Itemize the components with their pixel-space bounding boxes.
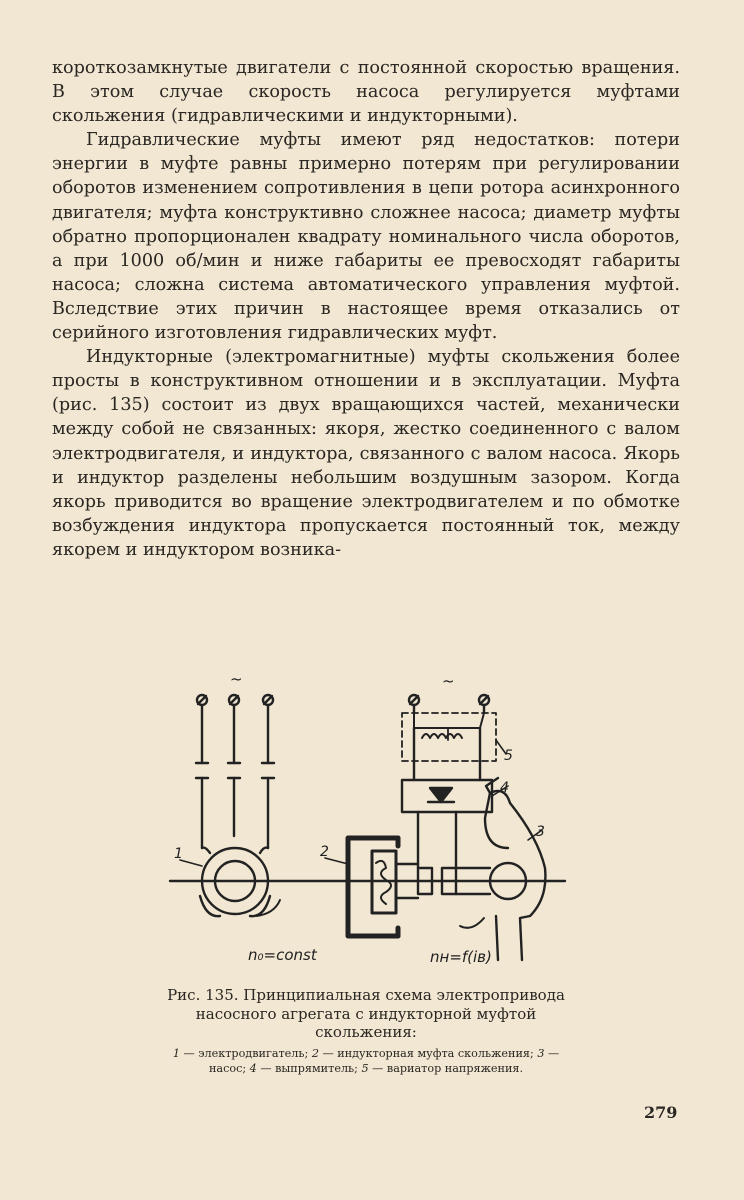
label-4: 4 <box>500 780 509 796</box>
legend-text: — вариатор напряжения. <box>368 1061 524 1075</box>
legend-text: — электродвигатель; <box>179 1047 312 1060</box>
n0-const-label: n₀=const <box>248 946 317 964</box>
paragraph: Гидравлические муфты имеют ряд недостатков: потери энергии в муфте равны примерно потерям при регулировании оборотов изменением сопротивления в цепи ротора асинхронного двигателя; муфта конструктивно сложнее насоса; диаметр муфты обратно пропорционален квадрату номинального числа оборотов, а при 1000 об/мин и ниже габариты ее превосходят габариты насоса; сложна система автоматического управления муфтой. Вследствие этих причин в настоящее время отказались от серийного изготовления гидравлических муфт. <box>52 130 680 344</box>
figure-135 <box>160 668 580 986</box>
motor-supply-terminals <box>196 695 274 848</box>
legend-text: — выпрямитель; <box>256 1061 362 1075</box>
legend-num: 1 <box>172 1047 180 1060</box>
body-text <box>52 56 680 562</box>
pump-3 <box>485 778 545 960</box>
legend-num: 3 <box>537 1047 545 1060</box>
label-5: 5 <box>504 748 513 764</box>
nh-function-label: nн=f(iв) <box>430 948 492 966</box>
paragraph: Индукторные (электромагнитные) муфты скольжения более просты в конструктивном отношении и в эксплуатации. Муфта (рис. 135) состоит из двух вращающихся частей, механически между собой не связанных: якоря, жестко соединенного с валом электродвигателя, и индуктора, связанного с валом насоса. Якорь и индуктор разделены небольшим воздушным зазором. Когда якорь приводится во вращение электродвигателем и по обмотке возбуждения индуктора пропускается постоянный ток, между якорем и индуктором возника- <box>52 347 680 560</box>
electric-drive-schematic <box>160 668 580 986</box>
label-3: 3 <box>536 824 545 840</box>
paragraph: короткозамкнутые двигатели с постоянной скоростью вращения. В этом случае скорость насоса регулируется муфтами скольжения (гидравлическими и индукторными). <box>52 58 680 127</box>
figure-legend <box>166 1047 566 1076</box>
ac-supply-right: ~ <box>442 672 455 690</box>
label-2: 2 <box>320 844 329 860</box>
legend-num: 5 <box>361 1061 369 1075</box>
ac-supply-left: ~ <box>230 670 243 688</box>
legend-text: — индукторная муфта скольжения; <box>318 1047 538 1060</box>
legend-num: 2 <box>311 1047 319 1060</box>
figure-caption: Рис. 135. Принципиальная схема электропривода насосного агрегата с индукторной муфтой скольжения: <box>167 986 565 1041</box>
page-number: 279 <box>644 1103 678 1122</box>
legend-num: 4 <box>249 1061 257 1075</box>
label-1: 1 <box>174 846 183 862</box>
legend-text: — насос; <box>208 1047 560 1075</box>
